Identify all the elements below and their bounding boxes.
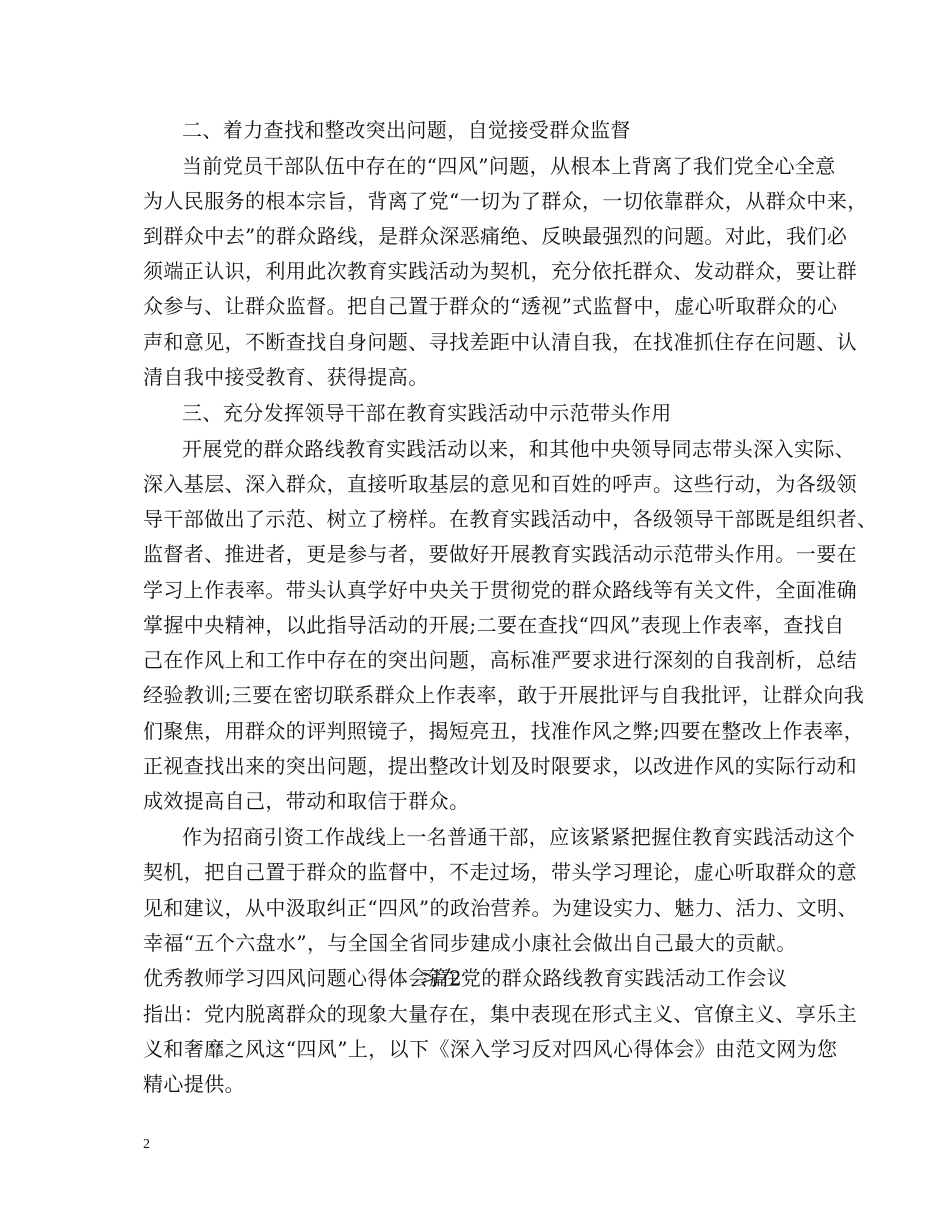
paragraph-line: 声和意见，不断查找自身问题、寻找差距中认清自我，在找准抓住存在问题、认: [143, 330, 857, 354]
paragraph-line: 导干部做出了示范、树立了榜样。在教育实践活动中，各级领导干部既是组织者、: [143, 507, 878, 531]
paragraph-line: 作为招商引资工作战线上一名普通干部，应该紧紧把握住教育实践活动这个: [182, 825, 856, 849]
article-line: 精心提供。: [143, 1072, 245, 1096]
paragraph-line: 清自我中接受教育、获得提高。: [143, 365, 429, 389]
article-line: 义和奢靡之风这“四风”上，以下《深入学习反对四风心得体会》由范文网为您: [143, 1037, 838, 1061]
paragraph-line: 深入基层、深入群众，直接听取基层的意见和百姓的呼声。这些行动，为各级领: [143, 472, 857, 496]
section-heading-2: 二、着力查找和整改突出问题，自觉接受群众监督: [182, 118, 631, 142]
paragraph-line: 经验教训;三要在密切联系群众上作表率，敢于开展批评与自我批评，让群众向我: [143, 683, 865, 707]
paragraph-line: 掌握中央精神，以此指导活动的开展;二要在查找“四风”表现上作表率，查找自: [143, 613, 845, 637]
article-title: 优秀教师学习四风问题心得体会篇2: [143, 966, 463, 990]
paragraph-line: 己在作风上和工作中存在的突出问题，高标准严要求进行深刻的自我剖析，总结: [143, 648, 857, 672]
paragraph-line: 当前党员干部队伍中存在的“四风”问题，从根本上背离了我们党全心全意: [182, 154, 836, 178]
paragraph-line: 正视查找出来的突出问题，提出整改计划及时限要求，以改进作风的实际行动和: [143, 754, 857, 778]
page-number: 2: [143, 1137, 150, 1152]
paragraph-line: 监督者、推进者，更是参与者，要做好开展教育实践活动示范带头作用。一要在: [143, 542, 857, 566]
paragraph-line: 幸福“五个六盘水”，与全国全省同步建成小康社会做出自己最大的贡献。: [143, 931, 797, 955]
paragraph-line: 到群众中去”的群众路线，是群众深恶痛绝、反映最强烈的问题。对此，我们必: [143, 224, 848, 248]
article-line: 指出：党内脱离群众的现象大量存在，集中表现在形式主义、官僚主义、享乐主: [143, 1002, 857, 1026]
paragraph-line: 须端正认识，利用此次教育实践活动为契机，充分依托群众、发动群众，要让群: [143, 259, 857, 283]
paragraph-line: 们聚焦，用群众的评判照镜子，揭短亮丑，找准作风之弊;四要在整改上作表率，: [143, 719, 865, 743]
section-heading-3: 三、充分发挥领导干部在教育实践活动中示范带头作用: [182, 401, 672, 425]
paragraph-line: 开展党的群众路线教育实践活动以来，和其他中央领导同志带头深入实际、: [182, 437, 856, 461]
article-line: 习在党的群众路线教育实践活动工作会议: [420, 966, 788, 990]
paragraph-line: 为人民服务的根本宗旨，背离了党“一切为了群众，一切依靠群众，从群众中来，: [143, 189, 868, 213]
paragraph-line: 成效提高自己，带动和取信于群众。: [143, 789, 470, 813]
paragraph-line: 见和建议，从中汲取纠正“四风”的政治营养。为建设实力、魅力、活力、文明、: [143, 896, 858, 920]
paragraph-line: 众参与、让群众监督。把自己置于群众的“透视”式监督中，虚心听取群众的心: [143, 294, 838, 318]
paragraph-line: 学习上作表率。带头认真学好中央关于贯彻党的群众路线等有关文件，全面准确: [143, 578, 857, 602]
paragraph-line: 契机，把自己置于群众的监督中，不走过场，带头学习理论，虚心听取群众的意: [143, 860, 857, 884]
